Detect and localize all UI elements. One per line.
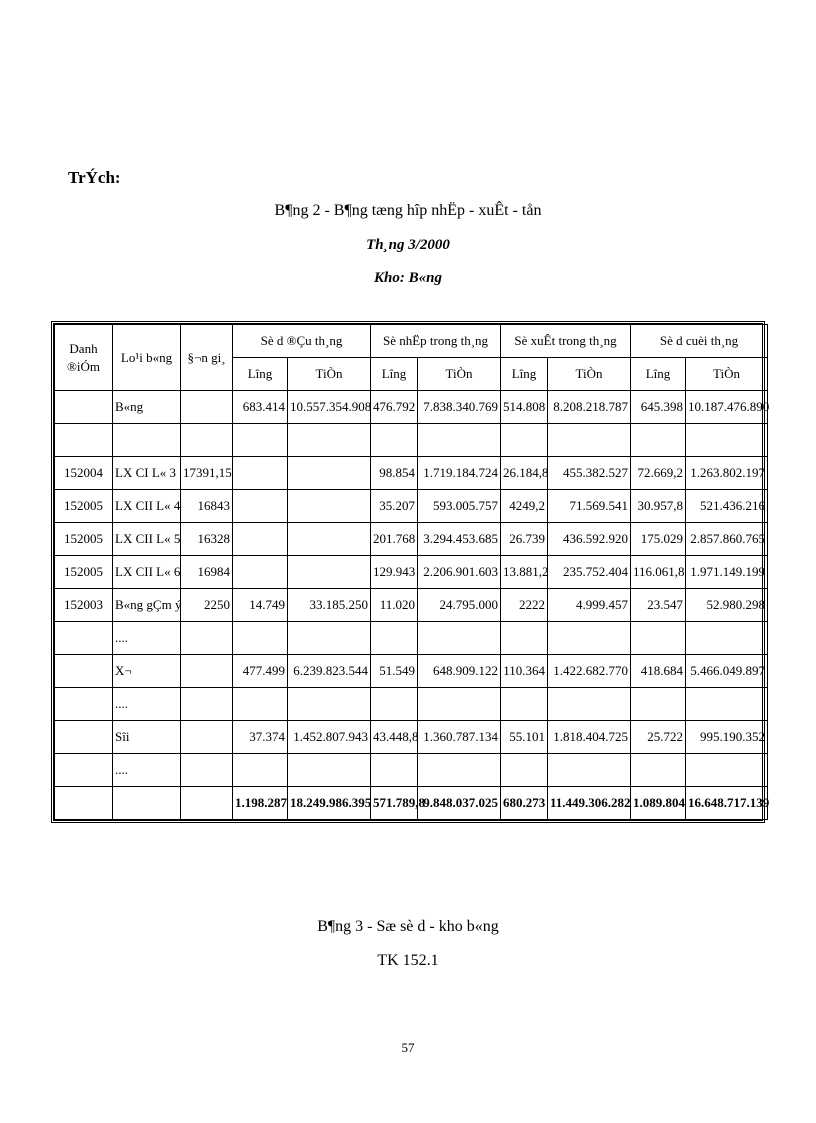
cell-code	[55, 622, 113, 655]
cell-opening-qty	[233, 424, 288, 457]
table-warehouse: Kho: B«ng	[374, 270, 442, 286]
cell-code	[55, 655, 113, 688]
cell-received-amount: 593.005.757	[418, 490, 501, 523]
cell-price: 16328	[181, 523, 233, 556]
cell-issued-qty: 13.881,2	[501, 556, 548, 589]
cell-issued-amount	[548, 688, 631, 721]
cell-received-qty: 201.768	[371, 523, 418, 556]
cell-name: ....	[113, 754, 181, 787]
cell-code: 152005	[55, 556, 113, 589]
cell-closing-amount: 1.263.802.197	[686, 457, 768, 490]
cell-code: 152004	[55, 457, 113, 490]
summary-table-grid	[54, 324, 768, 820]
cell-opening-amount	[288, 688, 371, 721]
header-row-groups	[55, 325, 768, 358]
cell-received-amount	[418, 622, 501, 655]
total-row	[55, 787, 768, 820]
cell-issued-amount: 235.752.404	[548, 556, 631, 589]
total-empty-cell	[181, 787, 233, 820]
cell-issued-amount: 436.592.920	[548, 523, 631, 556]
header-received-qty: Lîng	[371, 358, 418, 391]
cell-code	[55, 391, 113, 424]
cell-price	[181, 688, 233, 721]
cell-opening-qty: 683.414	[233, 391, 288, 424]
cell-name: B«ng	[113, 391, 181, 424]
cell-price	[181, 622, 233, 655]
cell-code: 152005	[55, 523, 113, 556]
header-received: Sè nhËp trong th¸ng	[371, 325, 501, 358]
cell-closing-amount: 5.466.049.897	[686, 655, 768, 688]
cell-price: 16984	[181, 556, 233, 589]
table-row	[55, 622, 768, 655]
cell-issued-qty: 55.101	[501, 721, 548, 754]
cell-opening-qty	[233, 556, 288, 589]
cell-issued-qty: 4249,2	[501, 490, 548, 523]
cell-closing-qty	[631, 688, 686, 721]
cell-received-qty	[371, 688, 418, 721]
cell-closing-qty: 25.722	[631, 721, 686, 754]
cell-code: 152003	[55, 589, 113, 622]
cell-price: 16843	[181, 490, 233, 523]
table-month: Th¸ng 3/2000	[366, 237, 450, 253]
cell-code	[55, 721, 113, 754]
extract-label: TrÝch:	[68, 168, 121, 187]
cell-received-qty: 98.854	[371, 457, 418, 490]
header-opening-amount: TiÒn	[288, 358, 371, 391]
cell-received-amount: 7.838.340.769	[418, 391, 501, 424]
cell-closing-amount: 521.436.216	[686, 490, 768, 523]
header-issued: Sè xuÊt trong th¸ng	[501, 325, 631, 358]
cell-issued-qty: 26.184,8	[501, 457, 548, 490]
header-closing-amount: TiÒn	[686, 358, 768, 391]
cell-opening-amount: 1.452.807.943	[288, 721, 371, 754]
total-empty-cell	[113, 787, 181, 820]
header-issued-qty: Lîng	[501, 358, 548, 391]
header-opening-qty: Lîng	[233, 358, 288, 391]
cell-received-amount: 24.795.000	[418, 589, 501, 622]
cell-closing-amount: 52.980.298	[686, 589, 768, 622]
cell-issued-qty: 2222	[501, 589, 548, 622]
table-row	[55, 490, 768, 523]
cell-price	[181, 754, 233, 787]
cell-issued-qty	[501, 424, 548, 457]
cell-opening-amount	[288, 424, 371, 457]
cell-opening-qty	[233, 523, 288, 556]
cell-closing-qty	[631, 424, 686, 457]
total-i-amt: 11.449.306.282	[548, 787, 631, 820]
table-row	[55, 556, 768, 589]
cell-closing-qty: 116.061,8	[631, 556, 686, 589]
cell-opening-amount	[288, 556, 371, 589]
cell-received-qty: 129.943	[371, 556, 418, 589]
cell-price: 2250	[181, 589, 233, 622]
cell-issued-amount	[548, 754, 631, 787]
table-row	[55, 688, 768, 721]
table-row	[55, 655, 768, 688]
header-name: Lo¹i b«ng	[113, 325, 181, 391]
cell-closing-qty: 175.029	[631, 523, 686, 556]
cell-received-amount	[418, 754, 501, 787]
cell-closing-amount	[686, 754, 768, 787]
cell-received-qty: 11.020	[371, 589, 418, 622]
total-empty-cell	[55, 787, 113, 820]
table-row	[55, 391, 768, 424]
total-o-amt: 18.249.986.395	[288, 787, 371, 820]
inventory-summary-table	[51, 321, 770, 823]
cell-issued-qty: 110.364	[501, 655, 548, 688]
cell-name: LX CII L« 4	[113, 490, 181, 523]
cell-opening-amount: 33.185.250	[288, 589, 371, 622]
cell-opening-amount: 6.239.823.544	[288, 655, 371, 688]
cell-closing-amount: 2.857.860.765	[686, 523, 768, 556]
cell-issued-qty: 514.808	[501, 391, 548, 424]
table-row	[55, 589, 768, 622]
cell-name: B«ng gÇm ý	[113, 589, 181, 622]
table-row	[55, 721, 768, 754]
cell-issued-qty	[501, 622, 548, 655]
total-r-qty: 571.789,8	[371, 787, 418, 820]
cell-received-amount	[418, 688, 501, 721]
cell-issued-amount: 1.422.682.770	[548, 655, 631, 688]
cell-issued-amount: 71.569.541	[548, 490, 631, 523]
cell-opening-amount	[288, 523, 371, 556]
cell-code	[55, 688, 113, 721]
cell-opening-qty	[233, 754, 288, 787]
total-c-amt: 16.648.717.139	[686, 787, 768, 820]
cell-received-qty	[371, 754, 418, 787]
table-row	[55, 523, 768, 556]
cell-closing-amount	[686, 688, 768, 721]
cell-issued-qty	[501, 754, 548, 787]
cell-code: 152005	[55, 490, 113, 523]
cell-opening-qty	[233, 688, 288, 721]
cell-closing-amount: 1.971.149.199	[686, 556, 768, 589]
total-o-qty: 1.198.287	[233, 787, 288, 820]
cell-issued-amount	[548, 622, 631, 655]
table-row	[55, 457, 768, 490]
cell-received-qty	[371, 424, 418, 457]
cell-name: LX CII L« 5	[113, 523, 181, 556]
cell-closing-qty: 30.957,8	[631, 490, 686, 523]
cell-closing-amount	[686, 622, 768, 655]
cell-name: ....	[113, 622, 181, 655]
total-r-amt: 9.848.037.025	[418, 787, 501, 820]
cell-opening-qty: 477.499	[233, 655, 288, 688]
next-table-title: B¶ng 3 - Sæ sè d - kho b«ng	[317, 918, 499, 935]
header-opening: Sè d ®Çu th¸ng	[233, 325, 371, 358]
page-number: 57	[401, 1040, 415, 1055]
cell-name: ....	[113, 688, 181, 721]
cell-closing-qty	[631, 754, 686, 787]
cell-closing-qty: 418.684	[631, 655, 686, 688]
cell-issued-amount: 4.999.457	[548, 589, 631, 622]
cell-received-qty: 476.792	[371, 391, 418, 424]
header-issued-amount: TiÒn	[548, 358, 631, 391]
cell-opening-qty	[233, 622, 288, 655]
cell-received-amount: 3.294.453.685	[418, 523, 501, 556]
header-price: §¬n gi¸	[181, 325, 233, 391]
cell-opening-qty	[233, 490, 288, 523]
cell-closing-amount: 10.187.476.890	[686, 391, 768, 424]
cell-opening-amount	[288, 622, 371, 655]
cell-opening-qty: 37.374	[233, 721, 288, 754]
cell-price	[181, 391, 233, 424]
cell-received-amount: 1.360.787.134	[418, 721, 501, 754]
cell-name: LX CI L« 3	[113, 457, 181, 490]
cell-closing-amount	[686, 424, 768, 457]
cell-received-amount: 648.909.122	[418, 655, 501, 688]
table-row	[55, 424, 768, 457]
cell-price	[181, 721, 233, 754]
header-received-amount: TiÒn	[418, 358, 501, 391]
cell-opening-amount	[288, 490, 371, 523]
table-row	[55, 754, 768, 787]
total-c-qty: 1.089.804	[631, 787, 686, 820]
cell-received-amount: 2.206.901.603	[418, 556, 501, 589]
header-closing: Sè d cuèi th¸ng	[631, 325, 768, 358]
cell-opening-qty	[233, 457, 288, 490]
table-body	[55, 391, 768, 820]
cell-closing-qty: 23.547	[631, 589, 686, 622]
cell-issued-qty	[501, 688, 548, 721]
cell-name: LX CII L« 6	[113, 556, 181, 589]
cell-received-qty	[371, 622, 418, 655]
header-code: Danh ®iÓm	[55, 325, 113, 391]
table-title: B¶ng 2 - B¶ng tæng hîp nhËp - xuÊt - tån	[274, 202, 542, 219]
cell-closing-qty	[631, 622, 686, 655]
cell-price	[181, 655, 233, 688]
cell-closing-amount: 995.190.352	[686, 721, 768, 754]
cell-opening-amount	[288, 457, 371, 490]
cell-issued-qty: 26.739	[501, 523, 548, 556]
cell-name	[113, 424, 181, 457]
cell-received-qty: 43.448,8	[371, 721, 418, 754]
cell-name: X¬	[113, 655, 181, 688]
cell-issued-amount: 1.818.404.725	[548, 721, 631, 754]
cell-price: 17391,15	[181, 457, 233, 490]
cell-code	[55, 424, 113, 457]
cell-price	[181, 424, 233, 457]
cell-issued-amount: 8.208.218.787	[548, 391, 631, 424]
cell-opening-amount: 10.557.354.908	[288, 391, 371, 424]
cell-opening-qty: 14.749	[233, 589, 288, 622]
next-table-account: TK 152.1	[377, 952, 439, 969]
cell-opening-amount	[288, 754, 371, 787]
cell-received-qty: 51.549	[371, 655, 418, 688]
cell-received-qty: 35.207	[371, 490, 418, 523]
cell-closing-qty: 72.669,2	[631, 457, 686, 490]
cell-closing-qty: 645.398	[631, 391, 686, 424]
total-i-qty: 680.273	[501, 787, 548, 820]
cell-code	[55, 754, 113, 787]
header-closing-qty: Lîng	[631, 358, 686, 391]
cell-name: Sîi	[113, 721, 181, 754]
cell-received-amount	[418, 424, 501, 457]
cell-issued-amount	[548, 424, 631, 457]
cell-received-amount: 1.719.184.724	[418, 457, 501, 490]
cell-issued-amount: 455.382.527	[548, 457, 631, 490]
